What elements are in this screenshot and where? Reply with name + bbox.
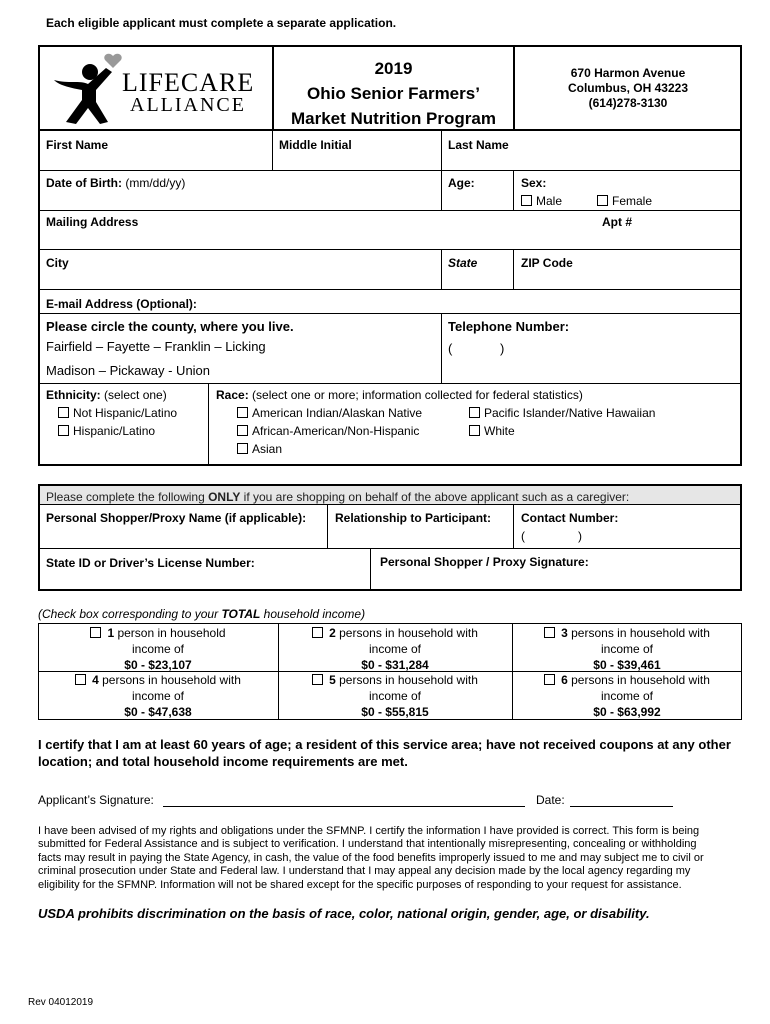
- contact-number-label: Contact Number:: [521, 511, 619, 525]
- proxy-intro: [46, 490, 629, 504]
- income-option-3[interactable]: [514, 625, 740, 673]
- race-option-american-indian[interactable]: [237, 406, 422, 420]
- proxy-name-label: Personal Shopper/Proxy Name (if applicable):: [46, 511, 307, 525]
- income-heading-bold: TOTAL: [221, 607, 261, 621]
- program-title: [274, 56, 513, 131]
- income-3-checkbox[interactable]: [544, 627, 555, 638]
- state-label: State: [448, 256, 478, 270]
- income-2-of: income of: [368, 642, 422, 656]
- not-hispanic-label: Not Hispanic/Latino: [73, 406, 178, 420]
- middle-initial-label: Middle Initial: [279, 138, 352, 152]
- income-4-of: income of: [131, 689, 185, 703]
- rights-line: submitted for Federal Assistance and is subject to verification. I understand that intentionally misrepresenting, concealing or withholding: [38, 838, 697, 851]
- applicant-signature-label: Applicant’s Signature:: [38, 793, 154, 807]
- program-line2: Market Nutrition Program: [291, 109, 496, 128]
- income-1-of: income of: [131, 642, 185, 656]
- income-option-1[interactable]: [40, 625, 276, 673]
- address-street: 670 Harmon Avenue: [570, 66, 686, 80]
- state-id-input[interactable]: [46, 572, 366, 588]
- rights-line: criminal prosecution under State and Federal law. I understand that I may appeal any decision made by the local agency regarding my: [38, 865, 691, 878]
- dob-input[interactable]: [46, 192, 436, 208]
- telephone-input[interactable]: [460, 339, 730, 357]
- telephone-label: Telephone Number:: [448, 319, 570, 334]
- income-1-count: 1: [107, 626, 115, 640]
- pacific-islander-checkbox[interactable]: [469, 407, 480, 418]
- income-3-count: 3: [561, 626, 568, 640]
- logo-text-alliance: ALLIANCE: [130, 94, 246, 116]
- proxy-intro-pre: Please complete the following: [46, 490, 209, 504]
- income-2-checkbox[interactable]: [312, 627, 323, 638]
- race-option-white[interactable]: [469, 424, 515, 438]
- city-label: City: [46, 256, 69, 270]
- dob-format: (mm/dd/yy): [125, 176, 186, 190]
- ethnicity-heading: [46, 388, 167, 402]
- income-1-checkbox[interactable]: [90, 627, 101, 638]
- county-prompt: Please circle the county, where you live.: [46, 319, 294, 334]
- lifecare-logo: [50, 50, 265, 126]
- agency-address: [515, 66, 741, 111]
- income-3-label: persons in household with: [567, 626, 710, 640]
- relationship-input[interactable]: [335, 528, 509, 544]
- hispanic-label: Hispanic/Latino: [73, 424, 156, 438]
- income-option-6[interactable]: [514, 672, 740, 720]
- certification-statement: [38, 736, 731, 770]
- rights-line: facts may result in paying the State Agency, in cash, the value of the food benefits improperly issued to me and may subject me to civil or: [38, 851, 704, 864]
- usda-statement: USDA prohibits discrimination on the basis of race, color, national origin, gender, age, or disability.: [38, 906, 650, 921]
- income-heading: [38, 607, 365, 621]
- african-american-label: African-American/Non-Hispanic: [252, 424, 420, 438]
- income-6-checkbox[interactable]: [544, 674, 555, 685]
- american-indian-label: American Indian/Alaskan Native: [252, 406, 423, 420]
- address-city: Columbus, OH 43223: [567, 81, 689, 95]
- income-3-of: income of: [600, 642, 654, 656]
- dob-label: [46, 176, 185, 190]
- income-5-count: 5: [329, 673, 336, 687]
- relationship-label: Relationship to Participant:: [335, 511, 492, 525]
- income-option-2[interactable]: [280, 625, 510, 673]
- logo-text-lifecare: LIFECARE: [122, 68, 255, 97]
- asian-label: Asian: [252, 442, 283, 456]
- hispanic-checkbox[interactable]: [58, 425, 69, 436]
- income-1-range: $0 - $23,107: [124, 658, 192, 672]
- mailing-address-input[interactable]: [46, 230, 606, 246]
- pacific-islander-label: Pacific Islander/Native Hawaiian: [484, 406, 656, 420]
- apt-label: Apt #: [602, 215, 632, 229]
- white-checkbox[interactable]: [469, 425, 480, 436]
- county-list-line2[interactable]: Madison – Pickaway - Union: [46, 363, 211, 378]
- rights-line: eligibility for the SFMNP. Information will not be shared except for the specific purposes of responding to your request for assistance.: [38, 878, 682, 891]
- income-option-4[interactable]: [40, 672, 276, 720]
- state-id-label: State ID or Driver’s License Number:: [46, 556, 255, 570]
- first-name-label: First Name: [46, 138, 109, 152]
- african-american-checkbox[interactable]: [237, 425, 248, 436]
- male-checkbox[interactable]: [521, 195, 532, 206]
- proxy-name-input[interactable]: [46, 528, 322, 544]
- sex-female-option[interactable]: [597, 194, 652, 208]
- income-heading-post: household income): [260, 607, 366, 621]
- zip-input[interactable]: [521, 270, 736, 286]
- female-label: Female: [612, 194, 653, 208]
- income-6-range: $0 - $63,992: [593, 705, 661, 719]
- applicant-signature-input[interactable]: [163, 788, 525, 806]
- telephone-paren-close: ): [500, 341, 505, 356]
- rights-line: I have been advised of my rights and obligations under the SFMNP. I certify the information I have provided is correct. This form is being: [38, 825, 700, 837]
- income-4-checkbox[interactable]: [75, 674, 86, 685]
- income-2-range: $0 - $31,284: [361, 658, 429, 672]
- income-6-of: income of: [600, 689, 654, 703]
- sex-male-option[interactable]: [521, 194, 562, 208]
- certify-line1: I certify that I am at least 60 years of age; a resident of this service area; have not received coupons at any other: [38, 737, 731, 752]
- income-5-range: $0 - $55,815: [361, 705, 429, 719]
- income-5-checkbox[interactable]: [312, 674, 323, 685]
- income-5-label: persons in household with: [335, 673, 478, 687]
- race-heading: [216, 388, 583, 402]
- income-1-label: person in household: [114, 626, 226, 640]
- white-label: White: [484, 424, 515, 438]
- income-4-count: 4: [92, 673, 99, 687]
- address-phone: (614)278-3130: [588, 96, 668, 110]
- email-label: E-mail Address (Optional):: [46, 297, 197, 311]
- contact-paren-open: (: [521, 529, 525, 543]
- ethnicity-label: Ethnicity:: [46, 388, 101, 402]
- date-label: Date:: [536, 793, 565, 807]
- income-6-label: persons in household with: [567, 673, 710, 687]
- american-indian-checkbox[interactable]: [237, 407, 248, 418]
- last-name-label: Last Name: [448, 138, 509, 152]
- income-6-count: 6: [561, 673, 568, 687]
- race-option-pacific-islander[interactable]: [469, 406, 655, 420]
- contact-number-input[interactable]: [530, 527, 735, 543]
- zip-label: ZIP Code: [521, 256, 573, 270]
- ethnicity-hint: (select one): [104, 388, 167, 402]
- contact-paren-close: ): [578, 529, 582, 543]
- income-5-of: income of: [368, 689, 422, 703]
- county-list-line1[interactable]: Fairfield – Fayette – Franklin – Licking: [46, 339, 266, 354]
- proxy-signature-input[interactable]: [380, 570, 735, 588]
- program-line1: Ohio Senior Farmers’: [307, 84, 480, 103]
- male-label: Male: [536, 194, 563, 208]
- income-2-label: persons in household with: [335, 626, 478, 640]
- telephone-paren-open: (: [448, 341, 453, 356]
- income-4-range: $0 - $47,638: [124, 705, 192, 719]
- program-year: 2019: [374, 59, 413, 78]
- race-label: Race:: [216, 388, 249, 402]
- income-2-count: 2: [329, 626, 336, 640]
- last-name-input[interactable]: [448, 152, 736, 168]
- middle-initial-input[interactable]: [279, 152, 437, 168]
- not-hispanic-checkbox[interactable]: [58, 407, 69, 418]
- income-heading-pre: (Check box corresponding to your: [38, 607, 222, 621]
- date-input[interactable]: [570, 788, 673, 806]
- revision-label: Rev 04012019: [28, 997, 94, 1008]
- race-hint: (select one or more; information collected for federal statistics): [252, 388, 583, 402]
- mailing-address-label: Mailing Address: [46, 215, 139, 229]
- certify-line2: location; and total household income requirements are met.: [38, 754, 408, 769]
- proxy-intro-bold: ONLY: [208, 490, 241, 504]
- income-option-5[interactable]: [280, 672, 510, 720]
- age-label: Age:: [448, 176, 475, 190]
- female-checkbox[interactable]: [597, 195, 608, 206]
- race-option-asian[interactable]: [237, 442, 282, 456]
- top-note: Each eligible applicant must complete a separate application.: [46, 16, 397, 30]
- rights-paragraph: [38, 825, 738, 892]
- proxy-signature-label: Personal Shopper / Proxy Signature:: [380, 555, 589, 569]
- ethnicity-option-not-hispanic[interactable]: [58, 406, 177, 420]
- first-name-input[interactable]: [46, 152, 268, 168]
- dob-label-text: Date of Birth:: [46, 176, 122, 190]
- sex-label: Sex:: [521, 176, 547, 190]
- income-4-label: persons in household with: [98, 673, 241, 687]
- proxy-intro-post: if you are shopping on behalf of the above applicant such as a caregiver:: [240, 490, 630, 504]
- race-option-african-american[interactable]: [237, 424, 419, 438]
- asian-checkbox[interactable]: [237, 443, 248, 454]
- city-input[interactable]: [46, 270, 436, 286]
- income-3-range: $0 - $39,461: [593, 658, 661, 672]
- ethnicity-option-hispanic[interactable]: [58, 424, 155, 438]
